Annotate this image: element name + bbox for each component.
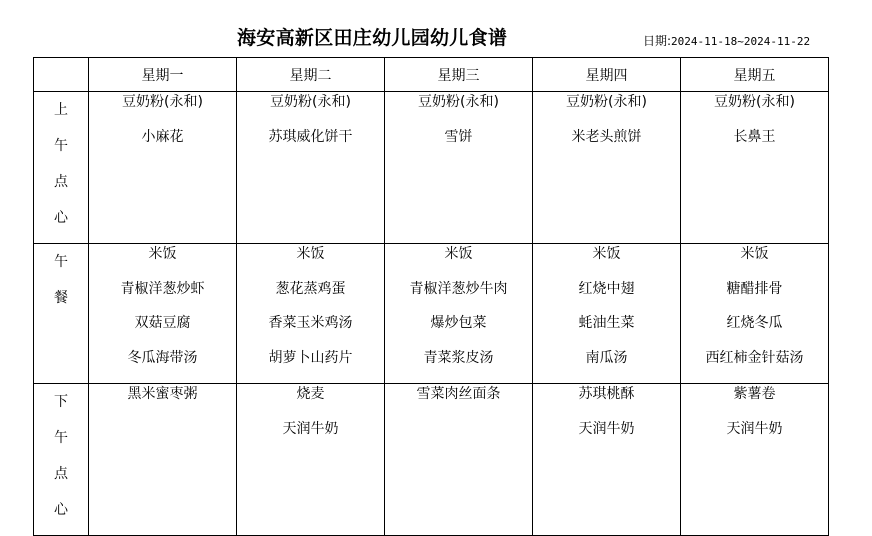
dish: 天润牛奶 [282, 420, 339, 437]
period-char: 午 [54, 138, 68, 154]
day-header: 星期一 [89, 58, 237, 92]
menu-cell [89, 384, 237, 536]
dish: 紫薯卷 [733, 386, 776, 402]
dish: 长鼻王 [733, 128, 776, 145]
period-label [34, 384, 89, 536]
menu-cell [385, 384, 533, 536]
dish: 米饭 [296, 246, 325, 262]
dish: 爆炒包菜 [430, 315, 487, 331]
dish: 米饭 [444, 246, 473, 262]
dish: 蚝油生菜 [578, 315, 635, 331]
day-header: 星期二 [237, 58, 385, 92]
header-row [34, 58, 829, 92]
dish: 葱花蒸鸡蛋 [275, 280, 346, 297]
dish: 天润牛奶 [726, 420, 783, 437]
menu-cell [385, 244, 533, 384]
dish: 红烧冬瓜 [726, 315, 783, 331]
menu-cell [681, 92, 829, 244]
period-char: 点 [54, 466, 68, 482]
dish: 双菇豆腐 [134, 315, 191, 331]
dish: 豆奶粉(永和) [418, 94, 499, 110]
period-char: 午 [54, 254, 68, 270]
dish: 冬瓜海带汤 [127, 349, 198, 366]
period-char: 心 [54, 210, 68, 226]
dish: 黑米蜜枣粥 [127, 386, 198, 402]
period-label [34, 244, 89, 384]
table-row [34, 92, 829, 244]
date-value: 2024-11-18~2024-11-22 [671, 35, 811, 48]
dish: 烧麦 [296, 386, 325, 402]
dish: 米饭 [740, 246, 769, 262]
dish: 苏琪桃酥 [578, 386, 635, 402]
menu-cell [385, 92, 533, 244]
menu-cell [237, 384, 385, 536]
dish: 雪菜肉丝面条 [416, 386, 501, 402]
date-range [643, 33, 810, 50]
dish: 米饭 [148, 246, 177, 262]
period-char: 午 [54, 430, 68, 446]
dish: 雪饼 [444, 128, 473, 145]
menu-cell [237, 92, 385, 244]
period-char: 上 [54, 102, 68, 118]
menu-cell [681, 384, 829, 536]
dish: 小麻花 [141, 128, 184, 145]
menu-cell [681, 244, 829, 384]
table-row [34, 244, 829, 384]
period-char: 餐 [54, 290, 68, 306]
dish: 西红柿金针菇汤 [705, 349, 804, 366]
table-row [34, 384, 829, 536]
menu-cell [237, 244, 385, 384]
dish: 青椒洋葱炒牛肉 [409, 280, 508, 297]
page-title: 海安高新区田庄幼儿园幼儿食谱 [237, 27, 508, 49]
period-char: 点 [54, 174, 68, 190]
period-char: 下 [54, 394, 68, 410]
dish: 青椒洋葱炒虾 [120, 280, 205, 297]
dish: 胡萝卜山药片 [268, 349, 353, 366]
corner-cell [34, 58, 89, 92]
date-prefix: 日期: [643, 34, 672, 48]
dish: 南瓜汤 [585, 349, 628, 366]
day-header: 星期三 [385, 58, 533, 92]
dish: 米老头煎饼 [571, 128, 642, 145]
menu-cell [89, 244, 237, 384]
dish: 豆奶粉(永和) [714, 94, 795, 110]
menu-cell [533, 384, 681, 536]
dish: 香菜玉米鸡汤 [268, 315, 353, 331]
dish: 豆奶粉(永和) [270, 94, 351, 110]
dish: 豆奶粉(永和) [122, 94, 203, 110]
dish: 糖醋排骨 [726, 280, 783, 297]
period-label [34, 92, 89, 244]
dish: 天润牛奶 [578, 420, 635, 437]
dish: 苏琪威化饼干 [268, 128, 353, 145]
dish: 豆奶粉(永和) [566, 94, 647, 110]
day-header: 星期五 [681, 58, 829, 92]
menu-cell [89, 92, 237, 244]
menu-cell [533, 244, 681, 384]
dish: 红烧中翅 [578, 280, 635, 297]
dish: 米饭 [592, 246, 621, 262]
day-header: 星期四 [533, 58, 681, 92]
dish: 青菜浆皮汤 [423, 349, 494, 366]
period-char: 心 [54, 502, 68, 518]
menu-table [33, 57, 829, 536]
menu-cell [533, 92, 681, 244]
